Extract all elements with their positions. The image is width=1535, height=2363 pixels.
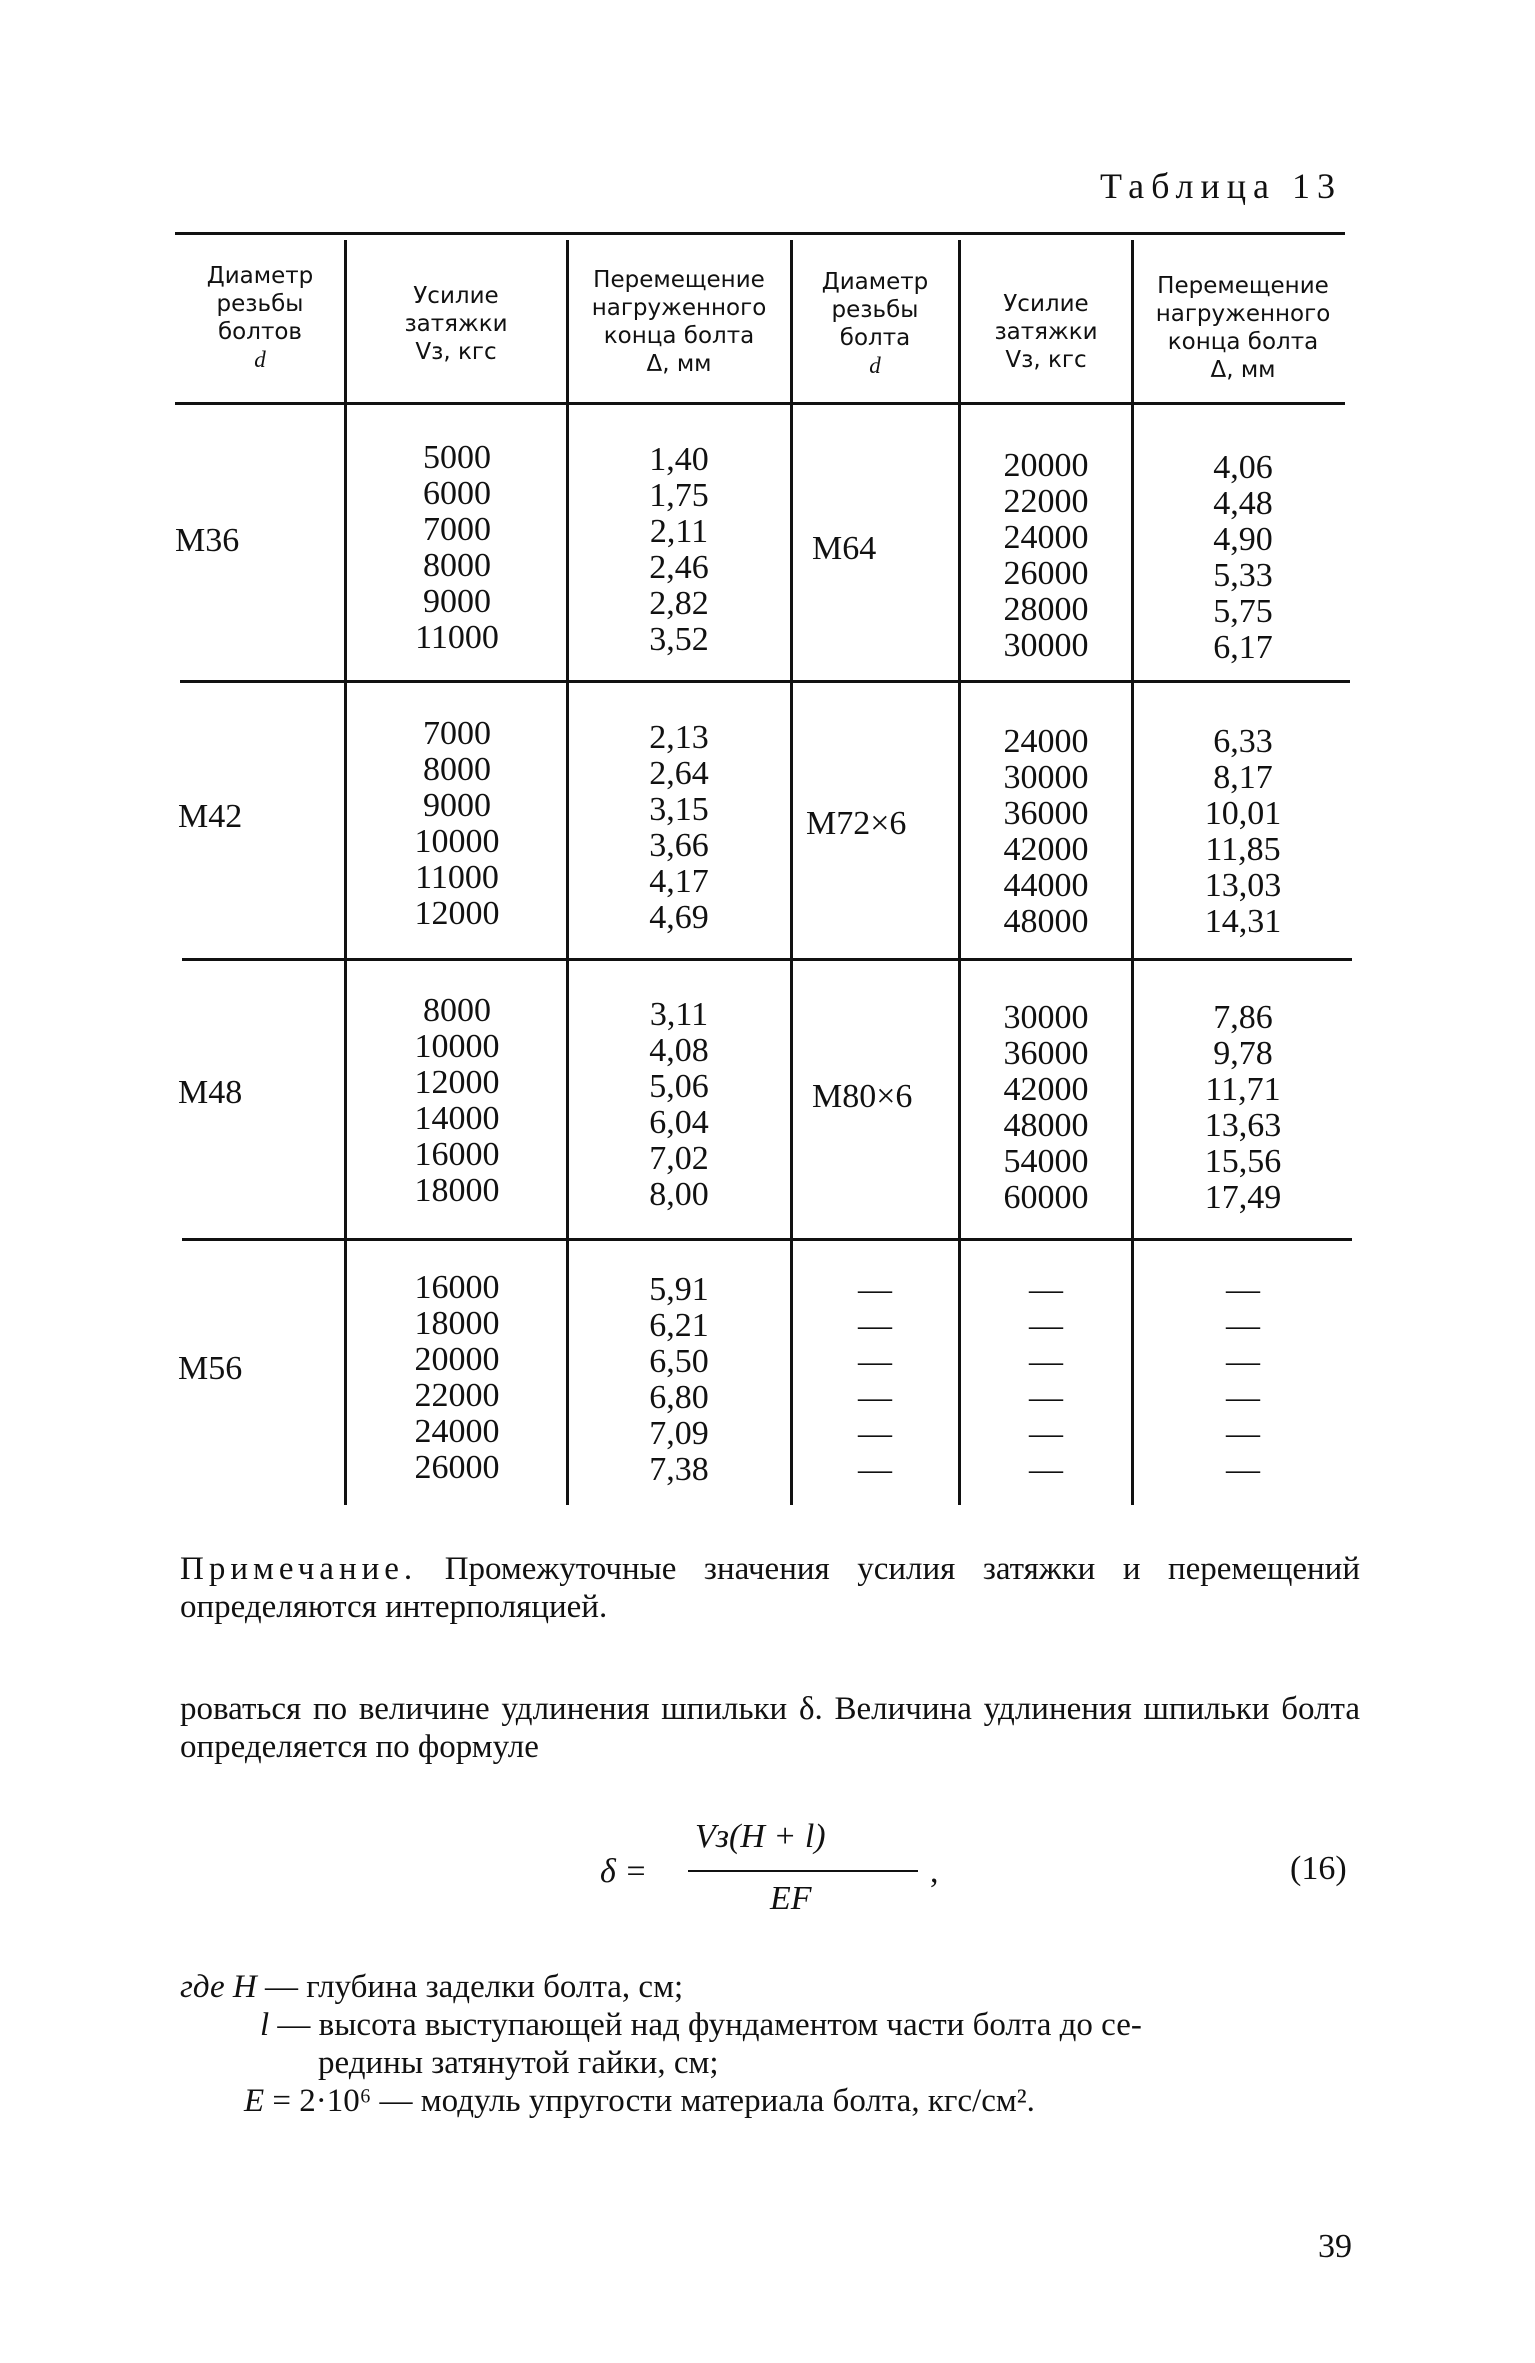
fraction-bar [688, 1870, 918, 1872]
displacement-column: 5,91 6,21 6,50 6,80 7,09 7,38 [649, 1271, 709, 1488]
formula-denominator: EF [770, 1880, 812, 1917]
force-column: 16000 18000 20000 22000 24000 26000 [414, 1269, 500, 1486]
dash-column: — — — — — — [858, 1271, 892, 1488]
displacement-column: 2,13 2,64 3,15 3,66 4,17 4,69 [649, 719, 709, 936]
displacement-column: 4,06 4,48 4,90 5,33 5,75 6,17 [1213, 449, 1273, 666]
formula-lhs: δ = [600, 1853, 648, 1890]
definition-line: E = 2·10⁶ — модуль упругости материала болта, кгс/см². [244, 2083, 1035, 2119]
force-column: 20000 22000 24000 26000 28000 30000 [1003, 447, 1089, 664]
header-force: Усилие затяжки Vз, кгс [404, 283, 508, 365]
force-column: 5000 6000 7000 8000 9000 11000 [415, 439, 499, 656]
bolt-size-left: М48 [178, 1074, 243, 1111]
bolt-size-left: М42 [178, 798, 243, 835]
header-force-2: Усилие затяжки Vз, кгс [994, 291, 1098, 373]
equation-number: (16) [1290, 1850, 1347, 1887]
bolt-size-right: М72×6 [806, 805, 907, 842]
definition-line: где H — глубина заделки болта, см; [180, 1969, 684, 2005]
dash-column: — — — — — — [1226, 1271, 1260, 1488]
displacement-column: 3,11 4,08 5,06 6,04 7,02 8,00 [649, 996, 709, 1213]
column-divider [344, 240, 347, 1505]
column-divider [790, 240, 793, 1505]
force-column: 30000 36000 42000 48000 54000 60000 [1003, 999, 1089, 1216]
group-rule [182, 1238, 1352, 1241]
table-caption: Таблица 13 [1100, 166, 1342, 206]
body-paragraph: роваться по величине удлинения шпильки δ. Величина удлинения шпильки болта определяется по формуле [180, 1691, 1360, 1765]
dash-column: — — — — — — [1029, 1271, 1063, 1488]
force-column: 8000 10000 12000 14000 16000 18000 [414, 992, 500, 1209]
formula-comma: , [930, 1853, 939, 1890]
column-divider [958, 240, 961, 1505]
header-displacement-2: Перемещение нагруженного конца болта Δ, мм [1155, 273, 1331, 383]
column-divider [566, 240, 569, 1505]
formula-16 [600, 1808, 940, 1918]
table-header-rule [175, 402, 1345, 405]
page-number: 39 [1318, 2228, 1352, 2265]
bolt-size-right: М80×6 [812, 1078, 913, 1115]
group-rule [180, 680, 1350, 683]
definition-line: l — высота выступающей над фундаментом части болта до се- [260, 2007, 1142, 2043]
bolt-size-left: М36 [175, 522, 240, 559]
group-rule [182, 958, 1352, 961]
displacement-column: 7,86 9,78 11,71 13,63 15,56 17,49 [1204, 999, 1282, 1216]
definition-line: редины затянутой гайки, см; [318, 2045, 719, 2081]
column-divider [1131, 240, 1134, 1505]
displacement-column: 6,33 8,17 10,01 11,85 13,03 14,31 [1204, 723, 1282, 940]
displacement-column: 1,40 1,75 2,11 2,46 2,82 3,52 [649, 441, 709, 658]
header-displacement: Перемещение нагруженного конца болта Δ, мм [591, 267, 767, 377]
bolt-size-left: М56 [178, 1350, 243, 1387]
force-column: 24000 30000 36000 42000 44000 48000 [1003, 723, 1089, 940]
header-diameter: Диаметр резьбы болтов d [206, 263, 314, 372]
note-label: Примечание. [180, 1551, 418, 1587]
note-text: Промежуточные значения усилия затяжки и перемещений определяются интерполяцией. [180, 1551, 1361, 1625]
force-column: 7000 8000 9000 10000 11000 12000 [414, 715, 500, 932]
formula-numerator: Vз(H + l) [695, 1818, 826, 1855]
table-top-rule [175, 232, 1345, 235]
bolt-size-right: М64 [812, 530, 877, 567]
header-diameter-2: Диаметр резьбы болта d [821, 269, 929, 378]
table-note [180, 1550, 1360, 1626]
